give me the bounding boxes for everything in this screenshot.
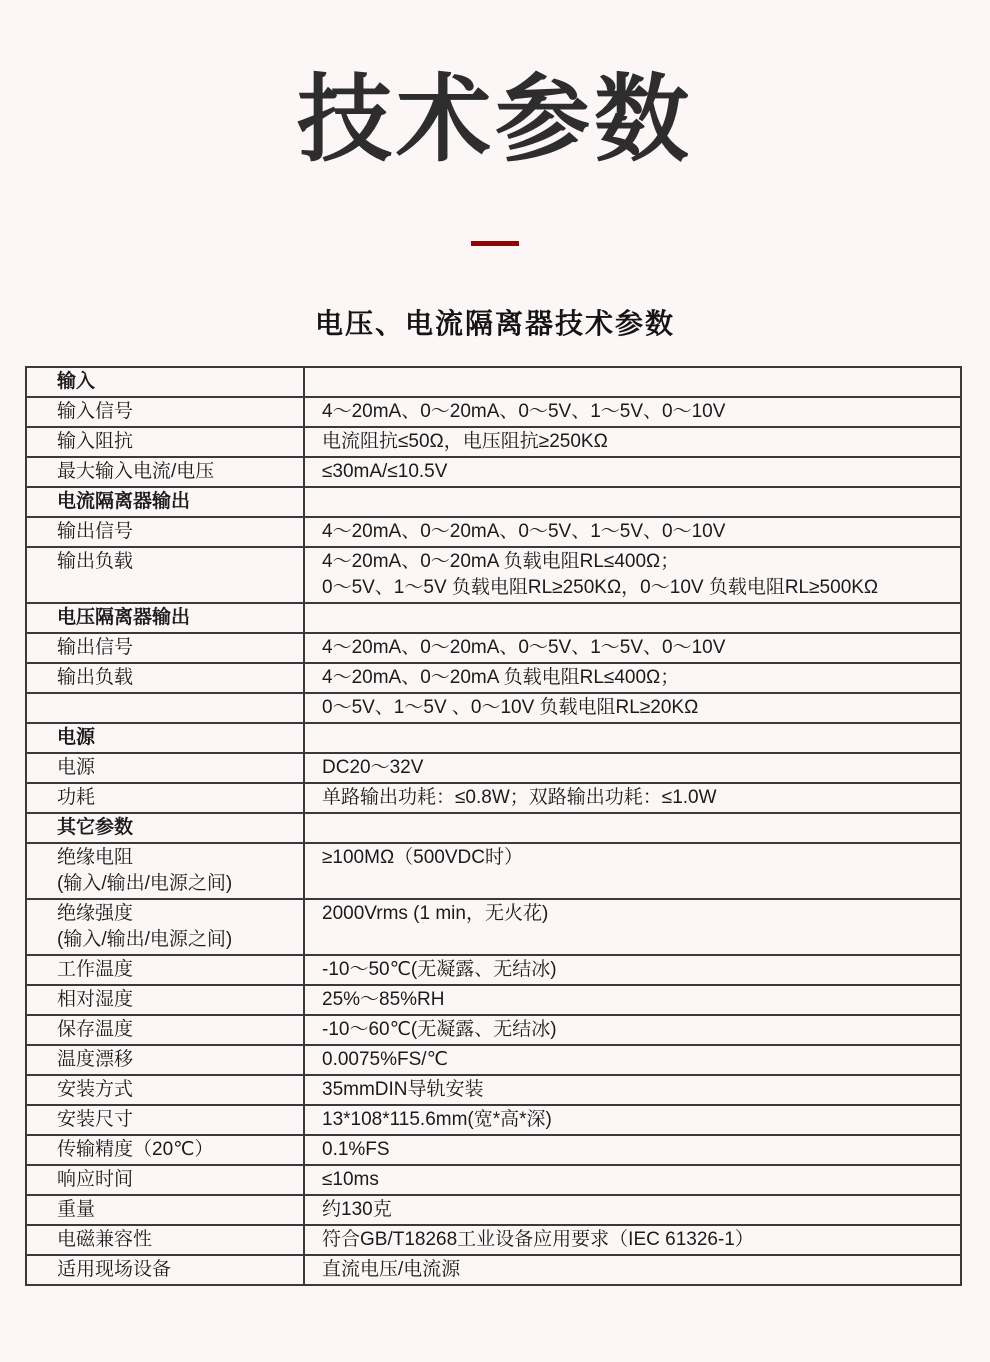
spec-text-line: 输出信号 xyxy=(57,636,134,658)
spec-text-line: 电源 xyxy=(57,756,96,778)
spec-text-line: 绝缘电阻 xyxy=(57,846,134,868)
spec-text-line: 2000Vrms (1 min，无火花) xyxy=(322,902,549,924)
spec-value-cell xyxy=(304,367,961,397)
spec-text-line: 最大输入电流/电压 xyxy=(57,460,215,482)
spec-text-line: 0～5V、1～5V 、0～10V 负载电阻RL≥20KΩ xyxy=(322,696,699,718)
spec-value-cell xyxy=(304,955,961,985)
spec-text-line: 传输精度（20℃） xyxy=(57,1138,214,1160)
spec-value-cell xyxy=(304,843,961,899)
spec-value-cell xyxy=(304,1015,961,1045)
spec-label-cell xyxy=(26,1195,304,1225)
spec-value-cell xyxy=(304,397,961,427)
spec-label-cell xyxy=(26,1225,304,1255)
spec-text-line: 电流隔离器输出 xyxy=(57,490,191,512)
table-row xyxy=(26,1195,961,1225)
spec-label-cell xyxy=(26,457,304,487)
spec-label-cell xyxy=(26,723,304,753)
section-header-row xyxy=(26,723,961,753)
spec-label-cell xyxy=(26,547,304,603)
table-row xyxy=(26,663,961,693)
spec-value-cell xyxy=(304,1165,961,1195)
section-header-row xyxy=(26,487,961,517)
table-row xyxy=(26,397,961,427)
table-row xyxy=(26,1165,961,1195)
spec-label-cell xyxy=(26,1045,304,1075)
spec-text-line: 保存温度 xyxy=(57,1018,134,1040)
spec-text-line: 绝缘强度 xyxy=(57,902,134,924)
spec-value-cell xyxy=(304,547,961,603)
table-row xyxy=(26,693,961,723)
spec-value-cell xyxy=(304,427,961,457)
title-divider-dash xyxy=(471,241,519,246)
table-row xyxy=(26,1045,961,1075)
spec-label-cell xyxy=(26,813,304,843)
spec-text-line: 响应时间 xyxy=(57,1168,134,1190)
spec-text-line: 工作温度 xyxy=(57,958,134,980)
table-row xyxy=(26,783,961,813)
spec-text-line: 25%～85%RH xyxy=(322,988,445,1010)
spec-value-cell xyxy=(304,517,961,547)
spec-value-cell xyxy=(304,457,961,487)
spec-value-cell xyxy=(304,1255,961,1285)
spec-label-cell xyxy=(26,1105,304,1135)
spec-label-cell xyxy=(26,603,304,633)
spec-text-line: 输入信号 xyxy=(57,400,134,422)
spec-text-line: 相对湿度 xyxy=(57,988,134,1010)
spec-label-cell xyxy=(26,1255,304,1285)
spec-text-line: 4～20mA、0～20mA 负载电阻RL≤400Ω； xyxy=(322,666,680,688)
spec-value-cell xyxy=(304,633,961,663)
spec-label-cell xyxy=(26,367,304,397)
spec-label-cell xyxy=(26,985,304,1015)
spec-text-line: DC20～32V xyxy=(322,756,424,778)
spec-text-line: 输入阻抗 xyxy=(57,430,134,452)
table-row xyxy=(26,1135,961,1165)
spec-table xyxy=(25,366,962,1286)
table-row xyxy=(26,633,961,663)
spec-label-cell xyxy=(26,1135,304,1165)
table-row xyxy=(26,843,961,899)
spec-value-cell xyxy=(304,813,961,843)
spec-label-cell xyxy=(26,1165,304,1195)
spec-text-line: -10～50℃(无凝露、无结冰) xyxy=(322,958,557,980)
spec-text-line: 0～5V、1～5V 负载电阻RL≥250KΩ，0～10V 负载电阻RL≥500KΩ xyxy=(322,576,879,598)
spec-label-cell xyxy=(26,753,304,783)
spec-text-line: ≤30mA/≤10.5V xyxy=(322,460,448,482)
spec-value-cell xyxy=(304,1195,961,1225)
spec-value-cell xyxy=(304,1135,961,1165)
spec-label-cell xyxy=(26,517,304,547)
spec-text-line: 4～20mA、0～20mA、0～5V、1～5V、0～10V xyxy=(322,636,726,658)
spec-value-cell xyxy=(304,783,961,813)
table-row xyxy=(26,1255,961,1285)
spec-table-body xyxy=(26,367,961,1285)
spec-text-line: 功耗 xyxy=(57,786,96,808)
spec-value-cell xyxy=(304,899,961,955)
table-row xyxy=(26,899,961,955)
spec-text-line: 0.1%FS xyxy=(322,1138,390,1160)
spec-text-line: 符合GB/T18268工业设备应用要求（IEC 61326-1） xyxy=(322,1228,754,1250)
spec-text-line: 约130克 xyxy=(322,1198,392,1220)
spec-label-cell xyxy=(26,427,304,457)
spec-text-line: (输入/输出/电源之间) xyxy=(57,928,233,950)
spec-text-line: ≤10ms xyxy=(322,1168,379,1190)
spec-text-line: 电流阻抗≤50Ω，电压阻抗≥250KΩ xyxy=(322,430,608,452)
spec-value-cell xyxy=(304,603,961,633)
page-title: 技术参数 xyxy=(296,67,693,173)
spec-label-cell xyxy=(26,955,304,985)
table-row xyxy=(26,753,961,783)
table-row xyxy=(26,1225,961,1255)
section-header-row xyxy=(26,367,961,397)
spec-text-line: 4～20mA、0～20mA、0～5V、1～5V、0～10V xyxy=(322,400,726,422)
table-caption: 电压、电流隔离器技术参数 xyxy=(314,307,675,339)
spec-text-line: 输出负载 xyxy=(57,550,134,572)
spec-text-line: 输出信号 xyxy=(57,520,134,542)
spec-text-line: 温度漂移 xyxy=(57,1048,134,1070)
spec-label-cell xyxy=(26,487,304,517)
spec-label-cell xyxy=(26,633,304,663)
table-row xyxy=(26,427,961,457)
spec-text-line: 电压隔离器输出 xyxy=(57,606,191,628)
spec-value-cell xyxy=(304,985,961,1015)
table-row xyxy=(26,457,961,487)
table-row xyxy=(26,1105,961,1135)
spec-label-cell xyxy=(26,899,304,955)
spec-text-line: 单路输出功耗：≤0.8W；双路输出功耗：≤1.0W xyxy=(322,786,717,808)
spec-label-cell xyxy=(26,397,304,427)
spec-text-line: 直流电压/电流源 xyxy=(322,1258,461,1280)
spec-text-line: (输入/输出/电源之间) xyxy=(57,872,233,894)
spec-text-line: 输入 xyxy=(57,370,96,392)
spec-text-line: 输出负载 xyxy=(57,666,134,688)
table-row xyxy=(26,955,961,985)
table-row xyxy=(26,1075,961,1105)
spec-text-line: 安装方式 xyxy=(57,1078,134,1100)
section-header-row xyxy=(26,603,961,633)
spec-label-cell xyxy=(26,1075,304,1105)
table-row xyxy=(26,547,961,603)
spec-text-line: 4～20mA、0～20mA 负载电阻RL≤400Ω； xyxy=(322,550,680,572)
spec-value-cell xyxy=(304,723,961,753)
spec-text-line: 0.0075%FS/℃ xyxy=(322,1048,448,1070)
spec-text-line: -10～60℃(无凝露、无结冰) xyxy=(322,1018,557,1040)
spec-text-line: 4～20mA、0～20mA、0～5V、1～5V、0～10V xyxy=(322,520,726,542)
table-row xyxy=(26,1015,961,1045)
spec-value-cell xyxy=(304,487,961,517)
spec-text-line: 电磁兼容性 xyxy=(57,1228,153,1250)
spec-text-line: 安装尺寸 xyxy=(57,1108,134,1130)
spec-value-cell xyxy=(304,1105,961,1135)
spec-value-cell xyxy=(304,1045,961,1075)
spec-label-cell xyxy=(26,663,304,693)
spec-text-line: 电源 xyxy=(57,726,96,748)
spec-label-cell xyxy=(26,783,304,813)
spec-text-line: 35mmDIN导轨安装 xyxy=(322,1078,484,1100)
spec-value-cell xyxy=(304,1075,961,1105)
spec-label-cell xyxy=(26,1015,304,1045)
spec-label-cell xyxy=(26,843,304,899)
spec-text-line: 13*108*115.6mm(宽*高*深) xyxy=(322,1108,552,1130)
table-row xyxy=(26,985,961,1015)
spec-text-line: 其它参数 xyxy=(57,816,134,838)
spec-value-cell xyxy=(304,663,961,693)
spec-text-line: 重量 xyxy=(57,1198,96,1220)
table-row xyxy=(26,517,961,547)
spec-text-line: 适用现场设备 xyxy=(57,1258,172,1280)
spec-label-cell xyxy=(26,693,304,723)
spec-value-cell xyxy=(304,753,961,783)
spec-value-cell xyxy=(304,693,961,723)
spec-value-cell xyxy=(304,1225,961,1255)
spec-text-line: ≥100MΩ（500VDC时） xyxy=(322,846,523,868)
section-header-row xyxy=(26,813,961,843)
